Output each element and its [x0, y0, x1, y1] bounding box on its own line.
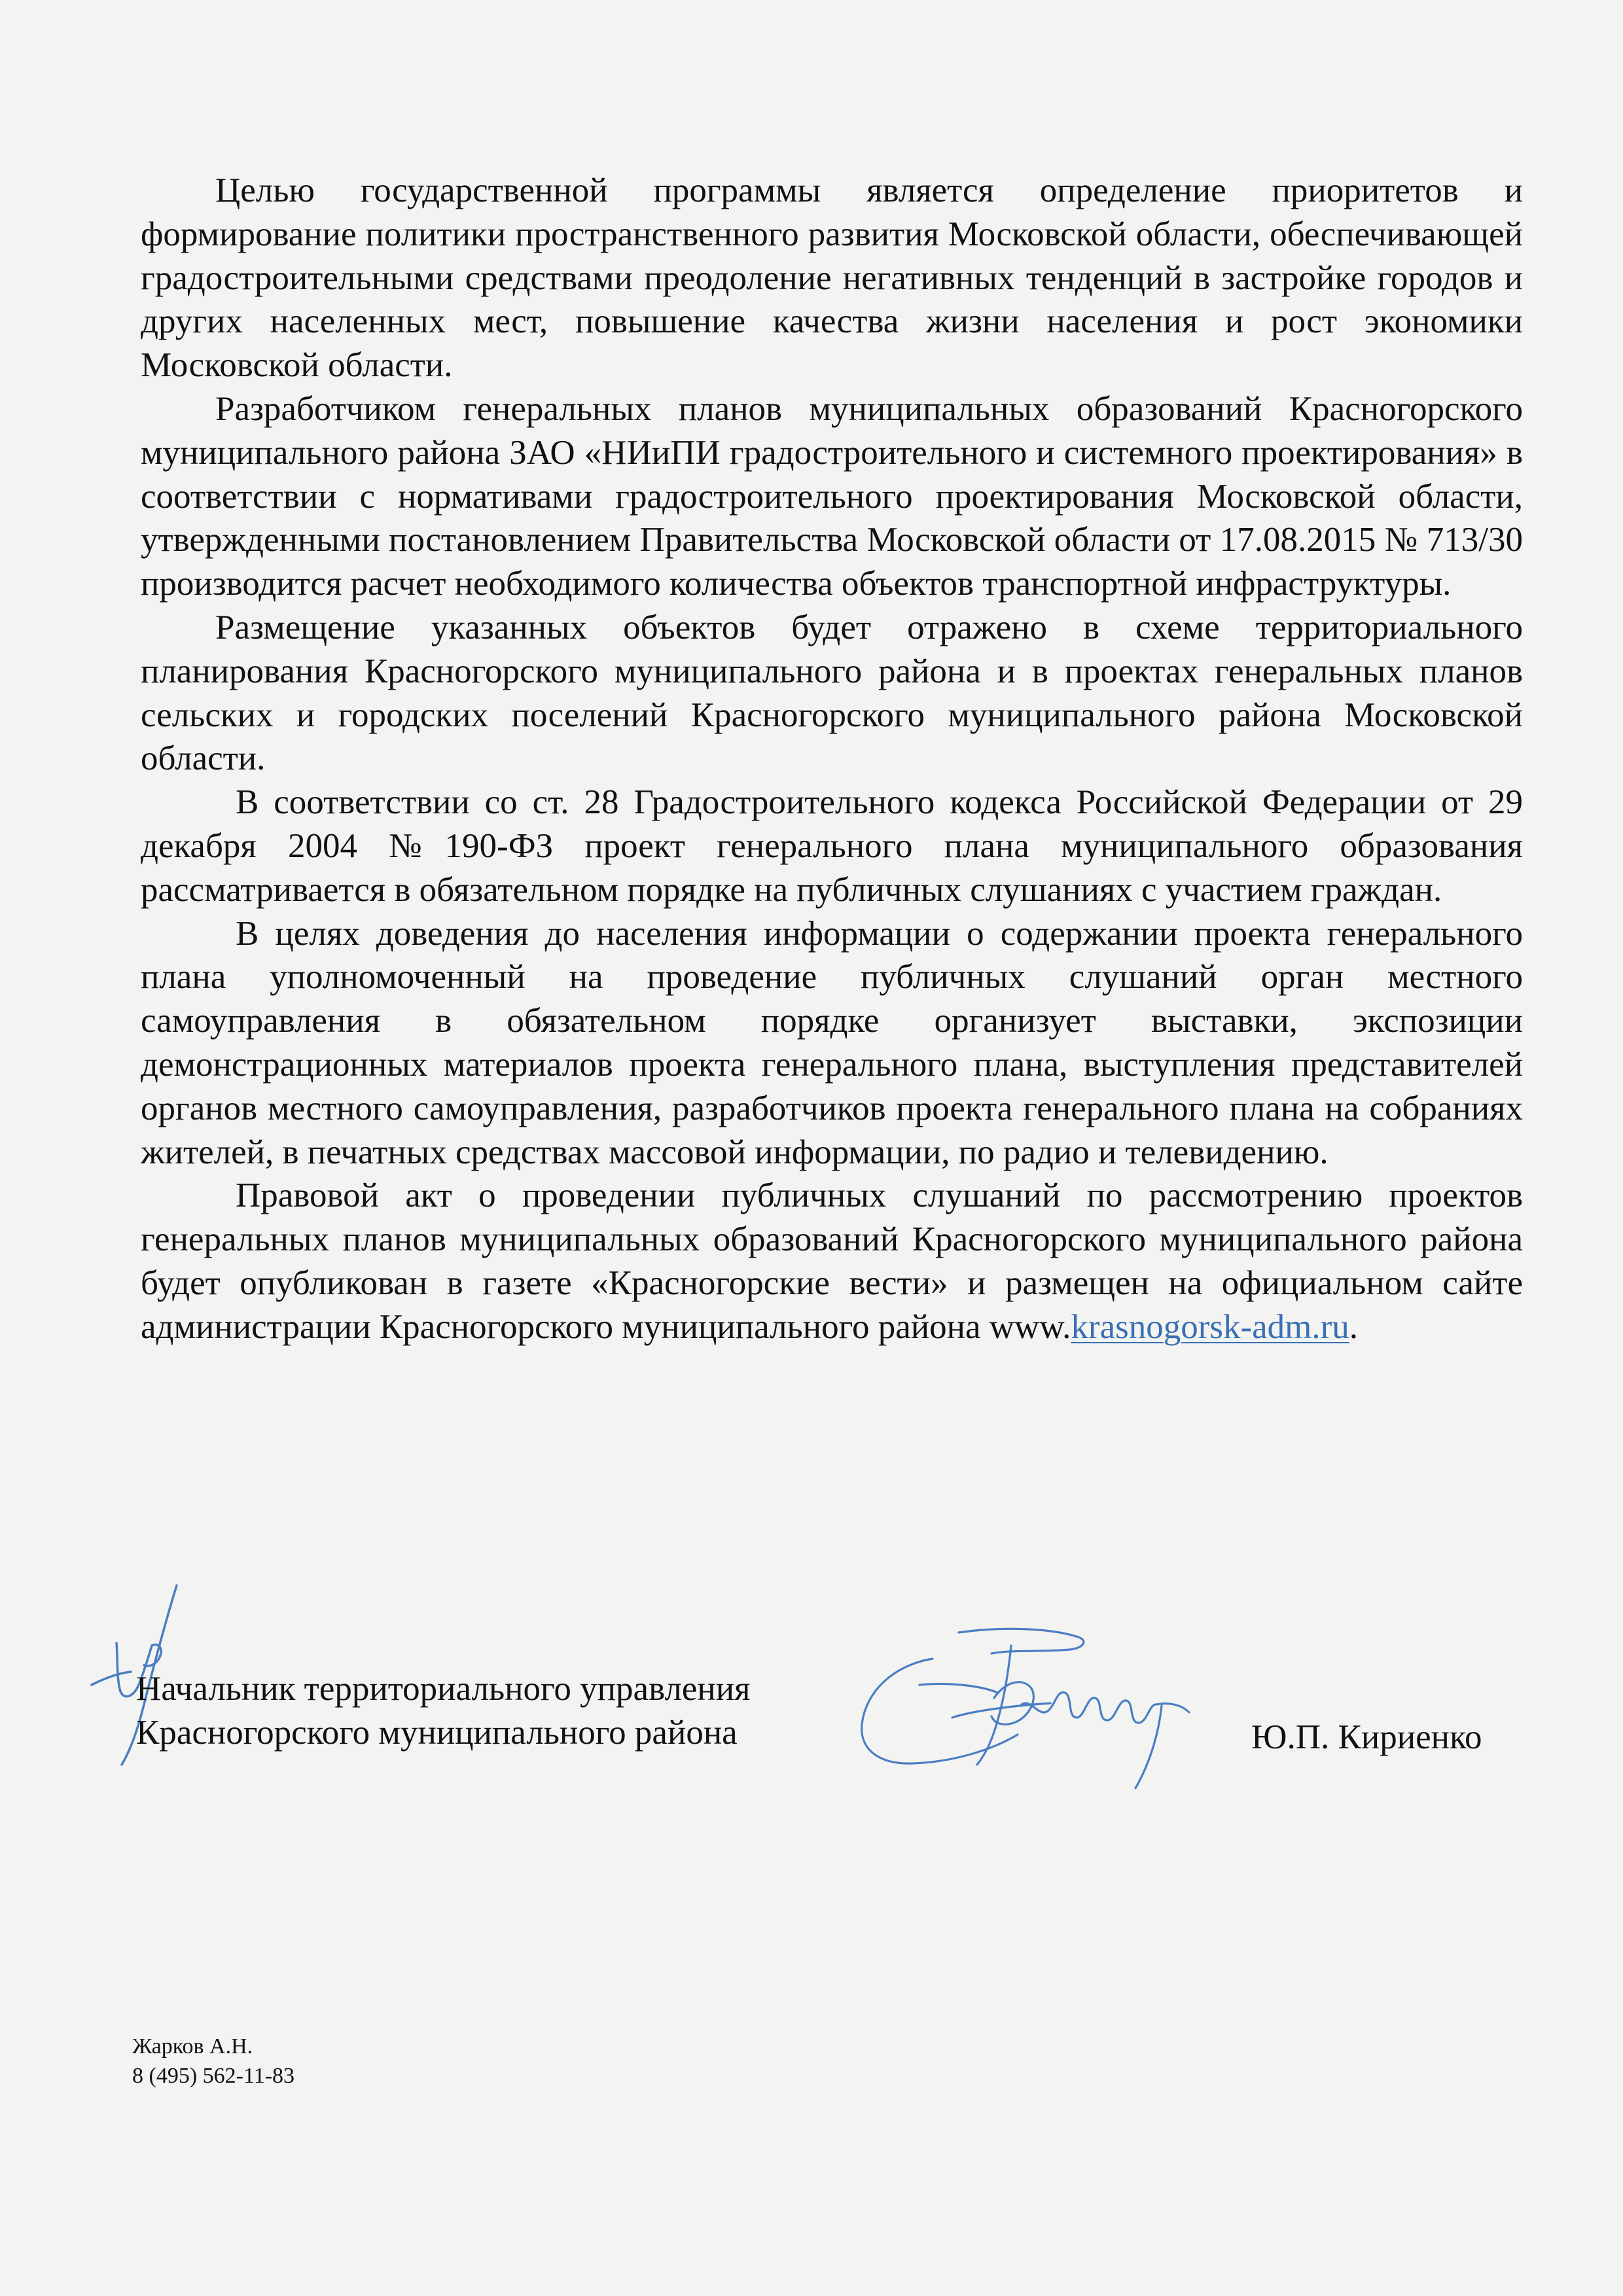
- website-link[interactable]: krasnogorsk-adm.ru: [1071, 1307, 1349, 1346]
- executor-info: [132, 2032, 294, 2091]
- paragraph-placement: Размещение указанных объектов будет отражено в схеме территориального планирования Красногорского муниципального района и в проектах генеральных планов сельских и городских поселений Красногорского муниципального района Московской области.: [141, 608, 1523, 778]
- site-suffix: .: [1349, 1307, 1359, 1346]
- legal-act-text: Правовой акт о проведении публичных слушаний по рассмотрению проектов генеральных планов муниципальных образований Красногорского муниципального района будет опубликован в газете «Красногорские вести» и размещен на официальном сайте администрации Красногорского муниципального района: [141, 1176, 1523, 1346]
- letter-body: [141, 169, 1523, 1349]
- executor-name: Жарков А.Н.: [132, 2034, 253, 2058]
- position-line-2: Красногорского муниципального района: [136, 1714, 738, 1752]
- executor-phone: 8 (495) 562-11-83: [132, 2064, 295, 2088]
- site-prefix: www.: [989, 1307, 1071, 1346]
- position-line-1: Начальник территориального управления: [136, 1670, 751, 1708]
- signature-position: [136, 1667, 750, 1755]
- signer-name: Ю.П. Кириенко: [1251, 1718, 1482, 1756]
- handwritten-signature: [854, 1619, 1221, 1816]
- paragraph-developer: Разработчиком генеральных планов муниципальных образований Красногорского муниципального района ЗАО «НИиПИ градостроительного и системного проектирования» в соответствии с нормативами градостроительного проектирования Московской области, утвержденными постановлением Правительства Московской области от 17.08.2015 № 713/30 производится расчет необходимого количества объектов транспортной инфраструктуры.: [141, 389, 1523, 603]
- paragraph-program-goal: Целью государственной программы является определение приоритетов и формирование политики пространственного развития Московской области, обеспечивающей градостроительными средствами преодоление негативных тенденций в застройке городов и других населенных мест, повышение качества жизни населения и рост экономики Московской области.: [141, 171, 1523, 385]
- paragraph-legal-act: [141, 1174, 1523, 1349]
- paragraph-informing-population: В целях доведения до населения информации о содержании проекта генерального плана уполномоченный на проведение публичных слушаний орган местного самоуправления в обязательном порядке организует выставки, экспозиции демонстрационных материалов проекта генерального плана, выступления представителей органов местного самоуправления, разработчиков проекта генерального плана на собраниях жителей, в печатных средствах массовой информации, по радио и телевидению.: [141, 914, 1523, 1171]
- paragraph-public-hearings: В соответствии со ст. 28 Градостроительного кодекса Российской Федерации от 29 декабря 2004 №190-ФЗ проект генерального плана муниципального образования рассматривается в обязательном порядке на публичных слушаниях с участием граждан.: [141, 783, 1523, 909]
